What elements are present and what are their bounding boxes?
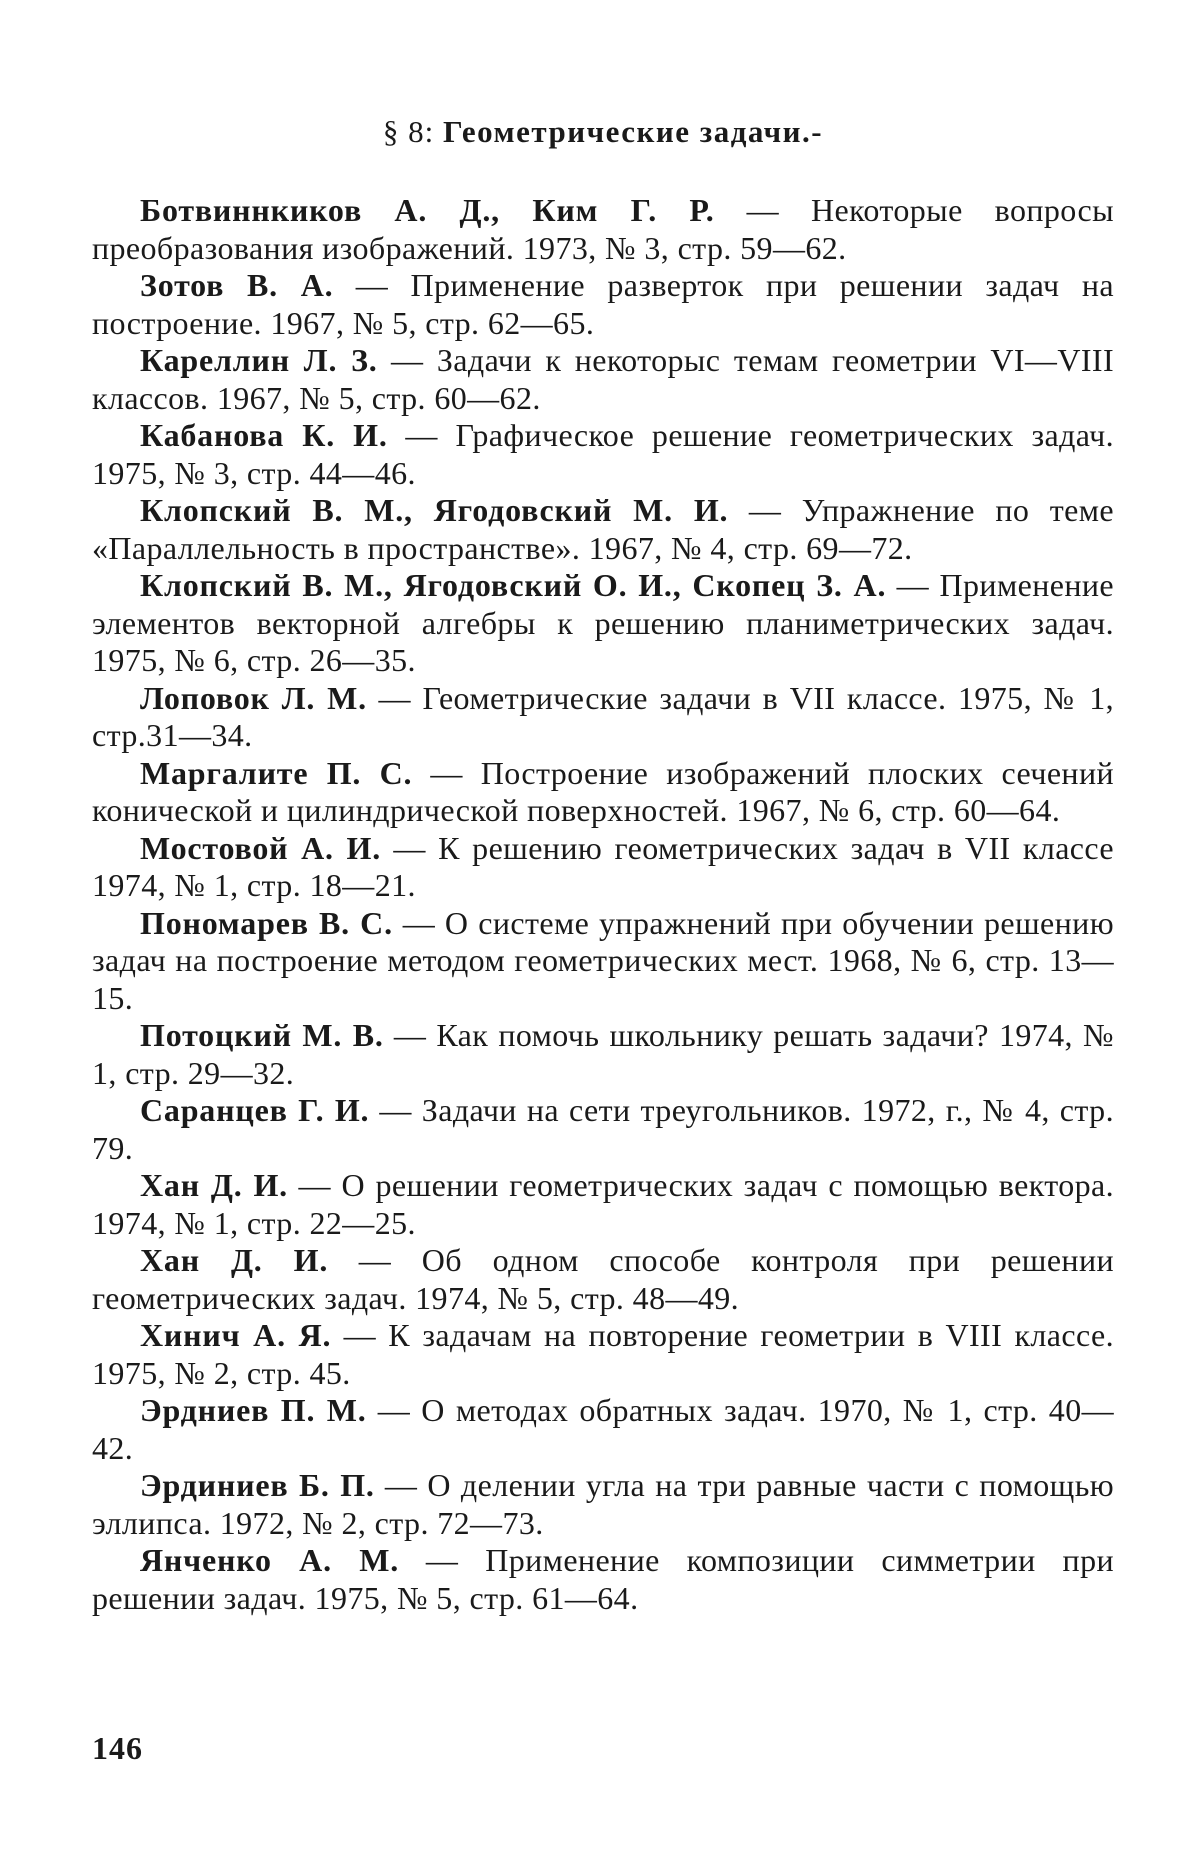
entry-description: — О методах обратных задач. 1970, № 1, стр. 40—42. xyxy=(92,1392,1114,1466)
page-number: 146 xyxy=(92,1730,143,1766)
bibliography-entry xyxy=(92,1392,1114,1467)
entry-description: — Некоторые вопросы преобразования изображений. 1973, № 3, стр. 59—62. xyxy=(92,192,1115,266)
entry-author: Эрдниев П. М. xyxy=(140,1392,367,1428)
entry-description: — Задачи к некоторыс темам геометрии VI—VIII классов. 1967, № 5, стр. 60—62. xyxy=(92,342,1115,416)
bibliography-entry xyxy=(92,1092,1114,1167)
entry-author: Кареллин Л. З. xyxy=(140,342,378,378)
bibliography-entry xyxy=(92,1317,1114,1392)
entry-author: Лоповок Л. М. xyxy=(140,679,367,716)
entry-description: — Геометрические задачи в VII классе. 1975, № 1, стр.31—34. xyxy=(92,679,1114,753)
bibliography-entry xyxy=(92,492,1114,567)
entry-description: — К задачам на повторение геометрии в VIII классе. 1975, № 2, стр. 45. xyxy=(92,1317,1114,1391)
bibliography-entry xyxy=(92,830,1114,905)
entry-description: — К решению геометрических задач в VII классе 1974, № 1, стр. 18—21. xyxy=(92,829,1115,903)
entry-author: Маргалите П. С. xyxy=(140,754,413,791)
entry-description: — О системе упражнений при обучении решению задач на построение методом геометрических мест. 1968, № 6, стр. 13—15. xyxy=(92,904,1115,1016)
entry-description: — О решении геометрических задач с помощью вектора. 1974, № 1, стр. 22—25. xyxy=(92,1167,1114,1241)
section-number: § 8: xyxy=(382,114,435,149)
entry-description: — Об одном способе контроля при решении геометрических задач. 1974, № 5, стр. 48—49. xyxy=(92,1242,1115,1316)
entry-description: — Применение разверток при решении задач на построение. 1967, № 5, стр. 62—65. xyxy=(92,267,1114,341)
section-title: Геометрические задачи.- xyxy=(443,114,824,149)
entry-description: — Применение элементов векторной алгебры к решению планиметрических задач. 1975, № 6, стр. 26—35. xyxy=(92,567,1114,678)
entry-author: Зотов В. А. xyxy=(140,267,334,303)
entry-description: — Задачи на сети треугольников. 1972, г., № 4, стр. 79. xyxy=(92,1092,1114,1166)
entry-author: Клопский В. М., Ягодовский О. И., Скопец З. А. xyxy=(140,567,887,603)
entry-author: Янченко А. М. xyxy=(140,1542,399,1578)
bibliography-entry xyxy=(92,1467,1114,1542)
entry-description: — Применение композиции симметрии при решении задач. 1975, № 5, стр. 61—64. xyxy=(92,1542,1114,1616)
entry-author: Мостовой А. И. xyxy=(140,829,382,866)
bibliography-entry xyxy=(92,192,1114,267)
bibliography-entry xyxy=(92,1017,1114,1092)
entry-author: Эрдиниев Б. П. xyxy=(140,1467,375,1503)
entry-description: — О делении угла на три равные части с помощью эллипса. 1972, № 2, стр. 72—73. xyxy=(92,1467,1114,1541)
entry-description: — Как помочь школьнику решать задачи? 1974, № 1, стр. 29—32. xyxy=(92,1017,1114,1091)
entry-author: Кабанова К. И. xyxy=(140,417,388,453)
entry-author: Хан Д. И. xyxy=(140,1242,329,1278)
entry-description: — Графическое решение геометрических задач. 1975, № 3, стр. 44—46. xyxy=(92,417,1114,491)
section-heading xyxy=(92,112,1114,152)
page-content xyxy=(92,112,1114,1617)
bibliography-entry xyxy=(92,1167,1114,1242)
entry-author: Хинич А. Я. xyxy=(140,1317,332,1353)
bibliography-entry xyxy=(92,1542,1114,1617)
bibliography-entry xyxy=(92,342,1114,417)
bibliography-entry xyxy=(92,755,1114,830)
bibliography-list xyxy=(92,192,1114,1617)
bibliography-entry xyxy=(92,267,1114,342)
bibliography-entry xyxy=(92,1242,1114,1317)
entry-author: Ботвиннкиков А. Д., Ким Г. Р. xyxy=(140,192,715,228)
entry-description: — Упражнение по теме «Параллельность в пространстве». 1967, № 4, стр. 69—72. xyxy=(92,492,1114,566)
entry-author: Клопский В. М., Ягодовский М. И. xyxy=(140,492,729,528)
bibliography-entry xyxy=(92,905,1114,1018)
entry-author: Потоцкий М. В. xyxy=(140,1017,384,1053)
entry-author: Пономарев В. С. xyxy=(140,904,393,941)
entry-description: — Построение изображений плоских сечений конической и цилиндрической поверхностей. 1967, № 6, стр. 60—64. xyxy=(92,754,1115,828)
bibliography-entry xyxy=(92,417,1114,492)
entry-author: Хан Д. И. xyxy=(140,1167,288,1203)
bibliography-entry xyxy=(92,567,1114,680)
bibliography-entry xyxy=(92,680,1114,755)
entry-author: Саранцев Г. И. xyxy=(140,1092,370,1128)
